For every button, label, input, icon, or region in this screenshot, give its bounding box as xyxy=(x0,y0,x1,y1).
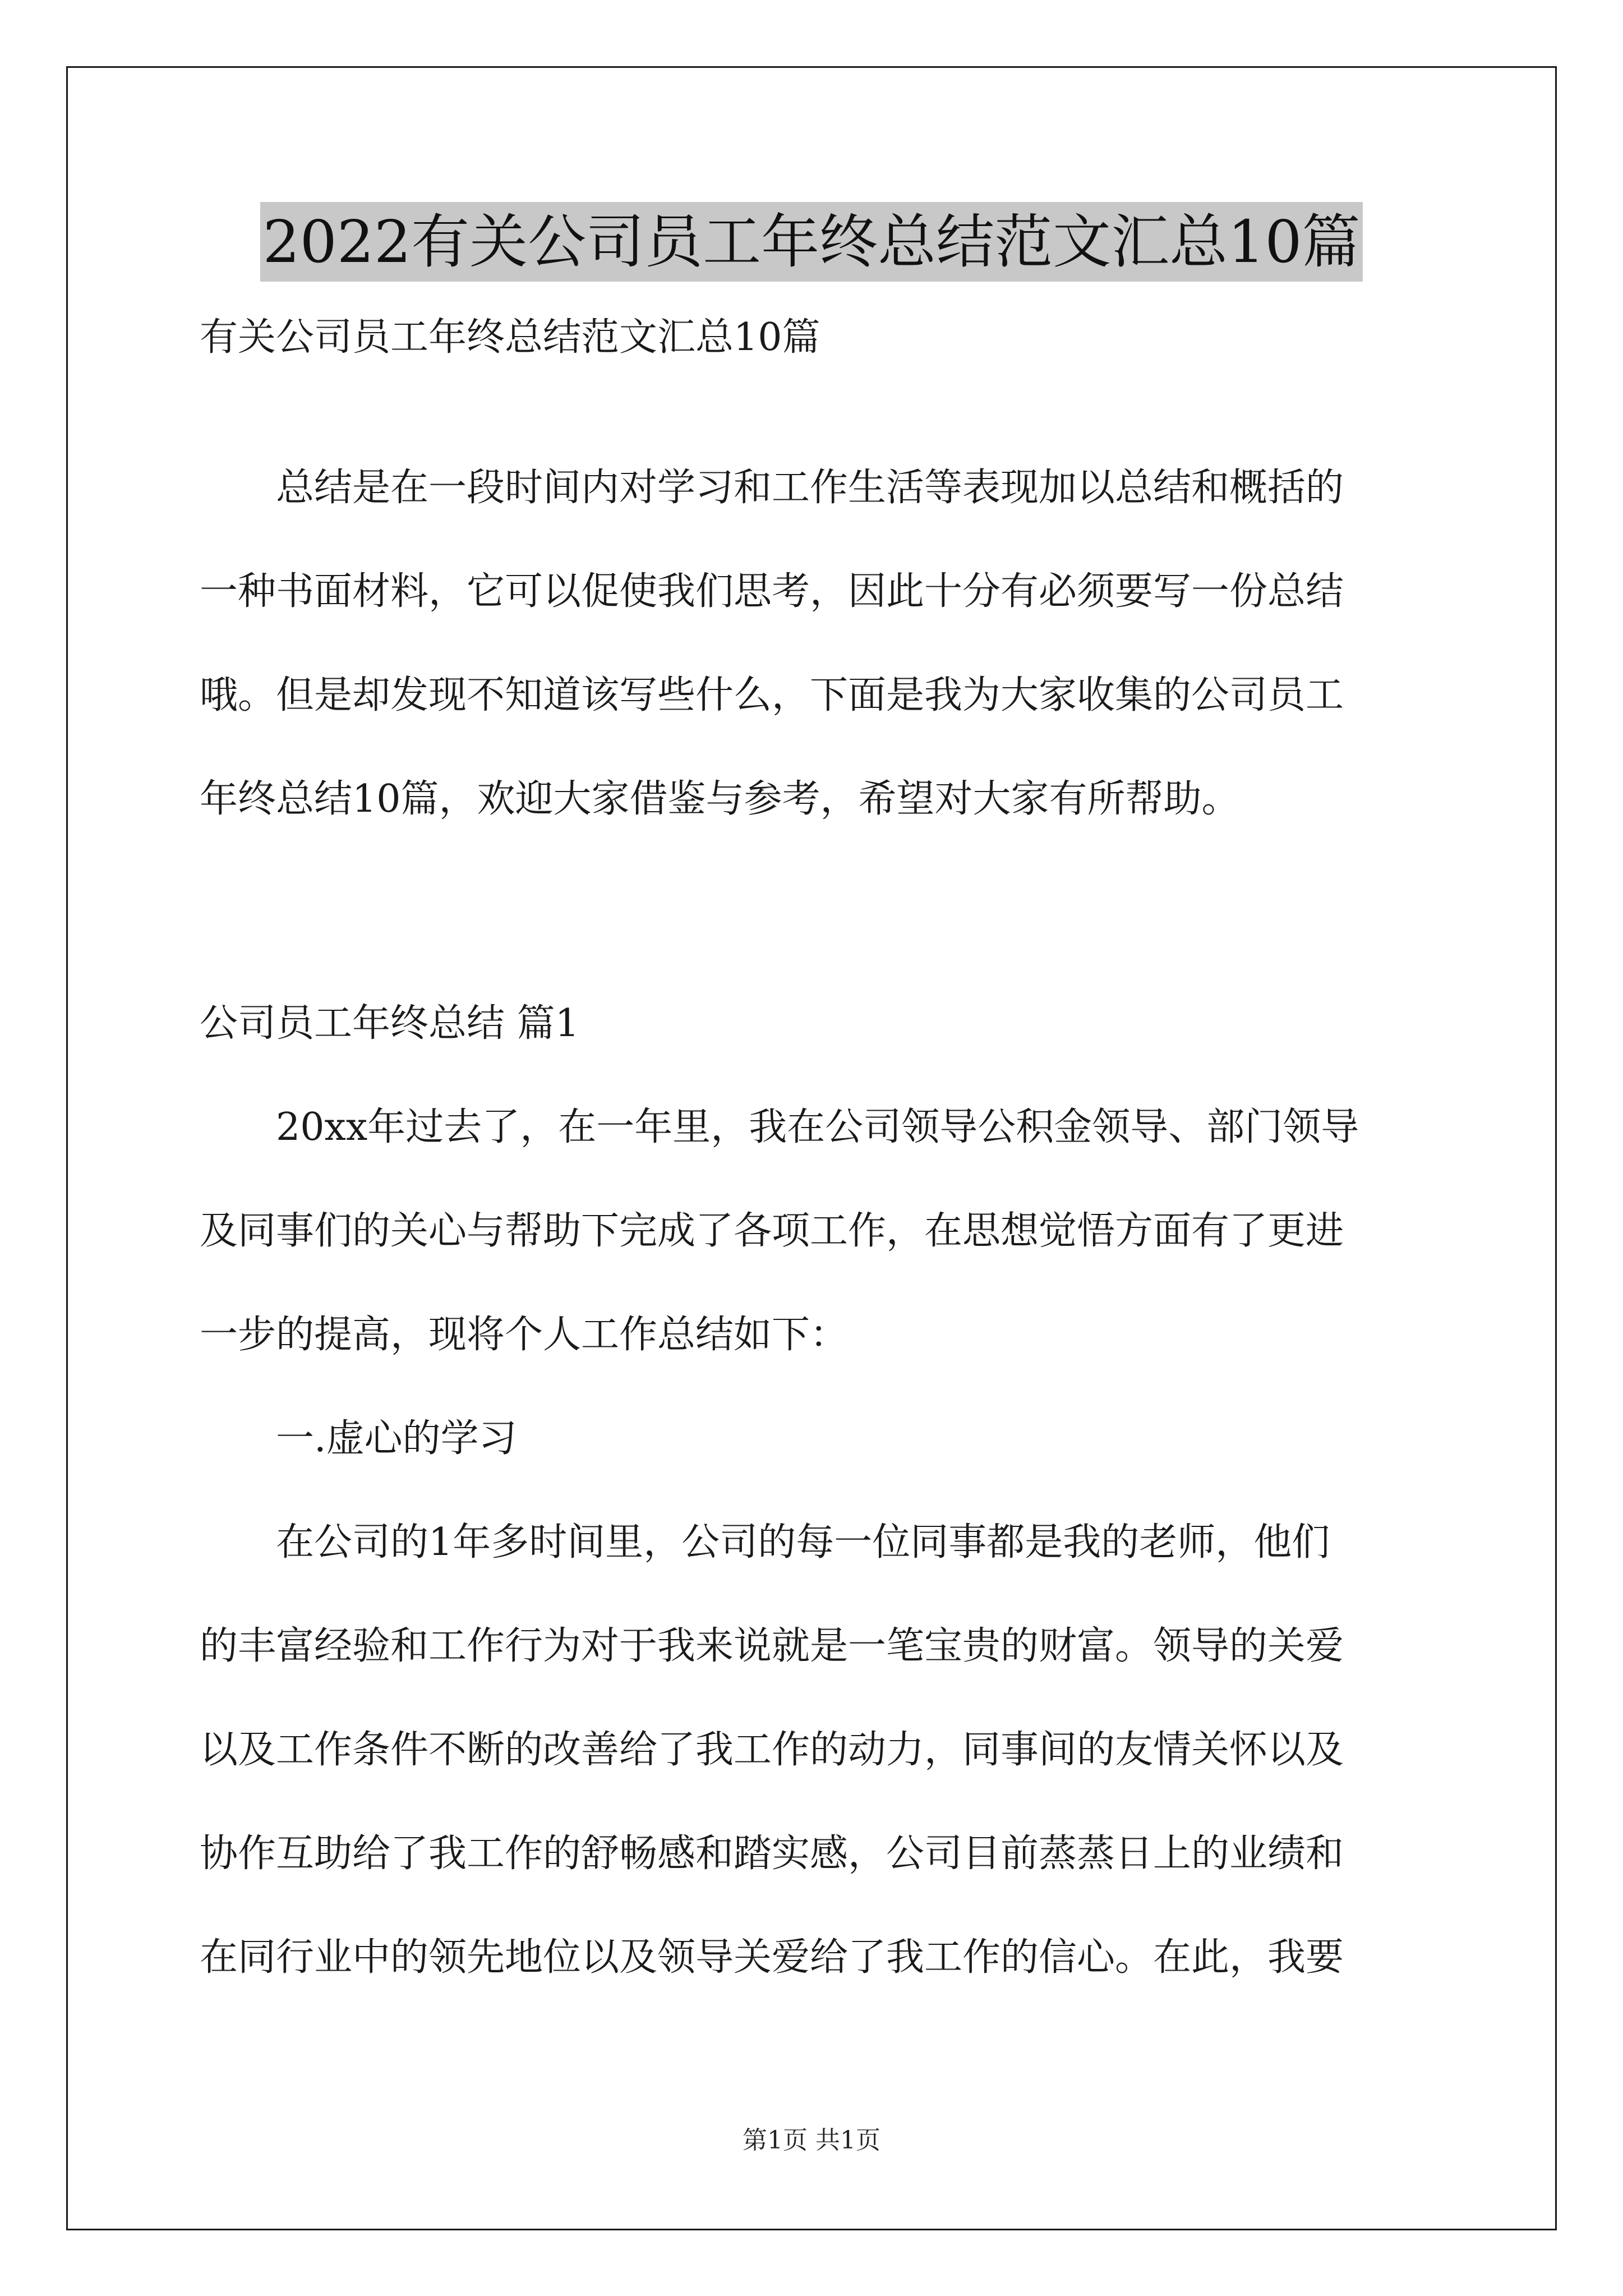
para1-line-1: 20xx年过去了，在一年里，我在公司领导公积金领导、部门领导 xyxy=(276,1105,1359,1149)
section-heading: 公司员工年终总结 篇1 xyxy=(200,1001,579,1046)
para2-line-5: 在同行业中的领先地位以及领导关爱给了我工作的信心。在此，我要 xyxy=(200,1935,1344,1980)
para1-line-2: 及同事们的关心与帮助下完成了各项工作，在思想觉悟方面有了更进 xyxy=(200,1209,1344,1253)
intro-line-3: 哦。但是却发现不知道该写些什么，下面是我为大家收集的公司员工 xyxy=(200,673,1344,717)
document-subtitle: 有关公司员工年终总结范文汇总10篇 xyxy=(200,315,820,360)
intro-line-2: 一种书面材料，它可以促使我们思考，因此十分有必须要写一份总结 xyxy=(200,569,1344,614)
subheading: 一.虚心的学习 xyxy=(276,1416,517,1461)
document-title: 2022有关公司员工年终总结范文汇总10篇 xyxy=(260,202,1362,282)
para2-line-3: 以及工作条件不断的改善给了我工作的动力，同事间的友情关怀以及 xyxy=(200,1728,1344,1772)
para2-line-2: 的丰富经验和工作行为对于我来说就是一笔宝贵的财富。领导的关爱 xyxy=(200,1624,1344,1668)
page-footer: 第1页 共1页 xyxy=(743,2126,880,2155)
intro-line-1: 总结是在一段时间内对学习和工作生活等表现加以总结和概括的 xyxy=(276,466,1344,510)
para2-line-4: 协作互助给了我工作的舒畅感和踏实感，公司目前蒸蒸日上的业绩和 xyxy=(200,1832,1344,1876)
para2-line-1: 在公司的1年多时间里，公司的每一位同事都是我的老师，他们 xyxy=(276,1520,1330,1565)
intro-line-4: 年终总结10篇，欢迎大家借鉴与参考，希望对大家有所帮助。 xyxy=(200,777,1240,821)
para1-line-3: 一步的提高，现将个人工作总结如下： xyxy=(200,1313,849,1357)
title-container xyxy=(0,202,1623,282)
